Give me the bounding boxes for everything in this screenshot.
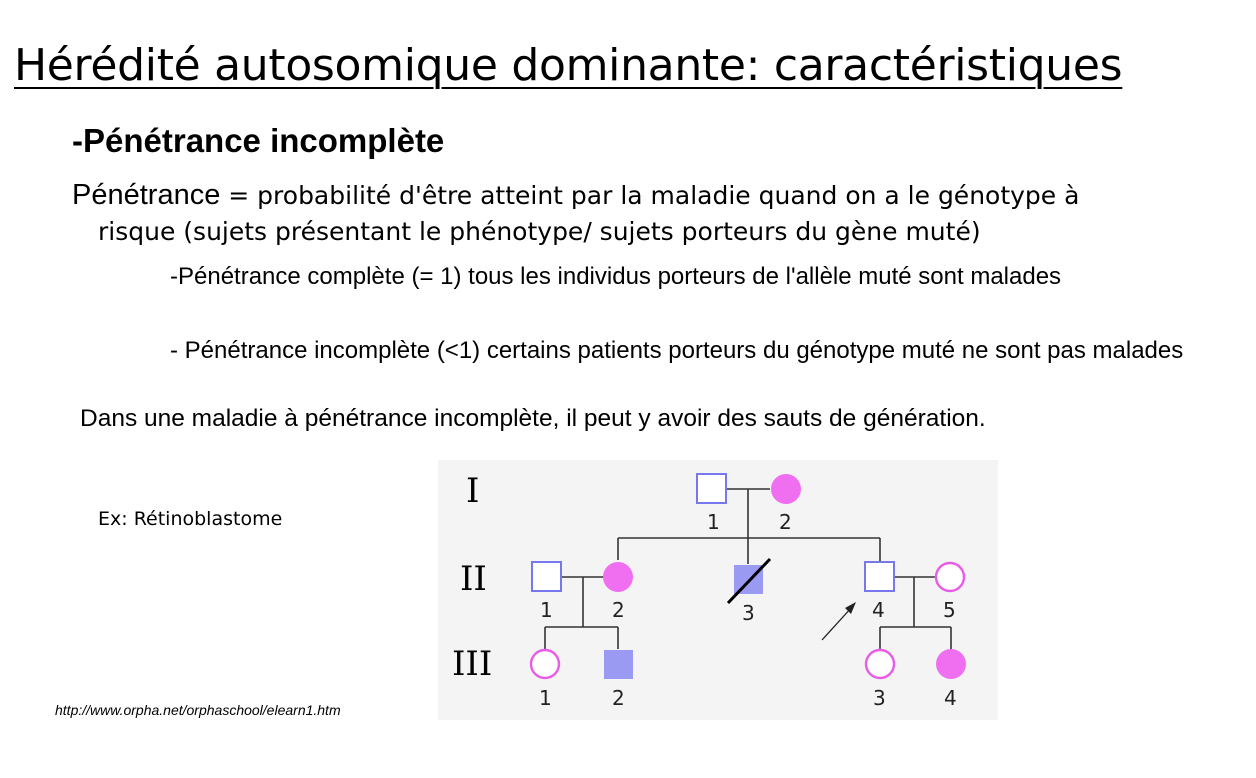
generation-label-i: I: [466, 471, 480, 511]
pedigree-chart: [438, 460, 998, 720]
label-iii-2: 2: [612, 686, 625, 710]
individual-i-2-female-affected: [771, 474, 801, 504]
label-iii-3: 3: [873, 686, 886, 710]
label-ii-1: 1: [540, 598, 553, 622]
definition-text: = probabilité d'être atteint par la maladie quand on a le génotype à: [220, 181, 1080, 210]
generation-label-ii: II: [460, 559, 487, 599]
label-iii-1: 1: [539, 686, 552, 710]
bullet-complete-penetrance: -Pénétrance complète (= 1) tous les individus porteurs de l'allèle muté sont malades: [170, 263, 1062, 290]
definition-text-continued: risque (sujets présentant le phénotype/ sujets porteurs du gène muté): [98, 217, 981, 246]
example-label: Ex: Rétinoblastome: [98, 508, 283, 530]
section-heading: -Pénétrance incomplète: [72, 122, 445, 159]
generation-label-iii: III: [452, 644, 493, 684]
label-i-1: 1: [707, 510, 720, 534]
label-ii-5: 5: [943, 598, 956, 622]
bullet-incomplete-penetrance: - Pénétrance incomplète (<1) certains patients porteurs du génotype muté ne sont pas malades: [170, 337, 1184, 364]
slide-title: Hérédité autosomique dominante: caractéristiques: [14, 40, 1123, 91]
individual-ii-5-female-unaffected: [936, 563, 964, 591]
individual-iii-3-female-unaffected: [866, 650, 894, 678]
individual-iii-1-female-unaffected: [531, 650, 559, 678]
individual-iii-2-male-affected: [604, 650, 633, 679]
conclusion-text: Dans une maladie à pénétrance incomplète, il peut y avoir des sauts de génération.: [80, 405, 986, 432]
individual-ii-4-male-unaffected: [865, 562, 894, 591]
label-ii-2: 2: [612, 598, 625, 622]
label-iii-4: 4: [944, 686, 957, 710]
source-url: http://www.orpha.net/orphaschool/elearn1.htm: [55, 702, 341, 718]
definition-term: Pénétrance: [72, 179, 221, 211]
individual-iii-4-female-affected: [936, 649, 966, 679]
label-i-2: 2: [779, 510, 792, 534]
label-ii-3: 3: [742, 601, 755, 625]
individual-ii-1-male-unaffected: [532, 562, 561, 591]
label-ii-4: 4: [872, 598, 885, 622]
penetrance-definition: [72, 177, 1172, 250]
individual-ii-2-female-affected: [603, 562, 633, 592]
individual-i-1-male-unaffected: [697, 474, 726, 503]
